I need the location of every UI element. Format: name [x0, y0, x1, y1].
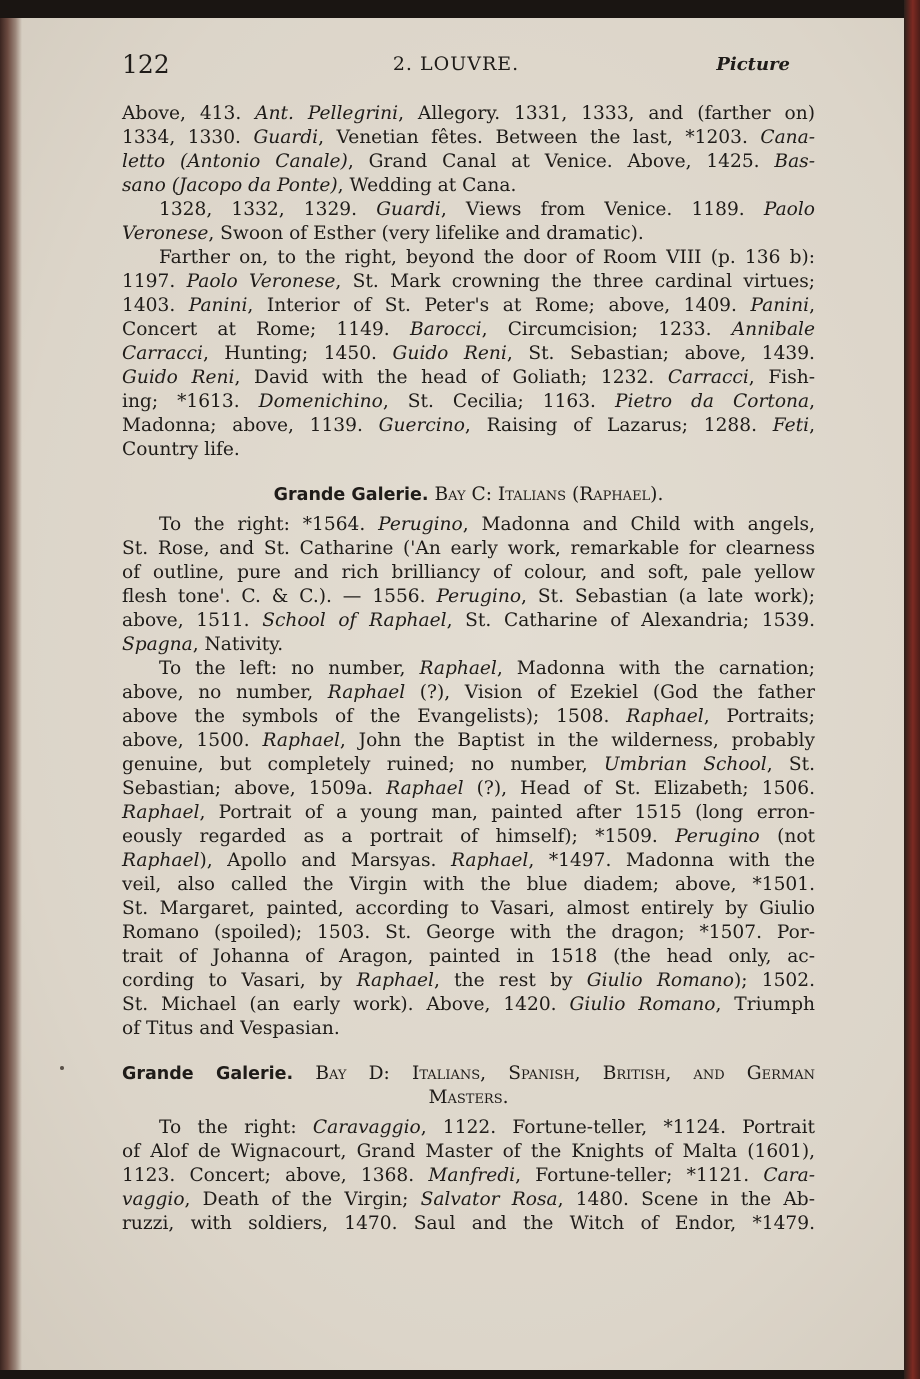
text-line: To the right: *1564. Perugino, Madonna and Child with angels, — [159, 514, 815, 535]
text-line: Sebastian; above, 1509a. Raphael (?), Head of St. Elizabeth; 1506. — [122, 778, 816, 799]
text-line: ing; *1613. Domenichino, St. Cecilia; 1163. Pietro da Cortona, — [122, 391, 815, 412]
page-binding-shadow — [0, 18, 22, 1370]
text-line: Above, 413. Ant. Pellegrini, Allegory. 1331, 1333, and (farther on) — [122, 103, 815, 124]
text-line: cording to Vasari, by Raphael, the rest by Giulio Romano); 1502. — [122, 970, 815, 991]
section-heading: Masters. — [428, 1087, 509, 1108]
text-line: sano (Jacopo da Ponte), Wedding at Cana. — [122, 175, 517, 196]
text-line: eously regarded as a portrait of himself); *1509. Perugino (not — [122, 826, 815, 847]
text-line: Country life. — [122, 439, 240, 460]
text-line: of Titus and Vespasian. — [122, 1018, 340, 1039]
section-heading — [122, 1062, 815, 1086]
text-line: flesh tone'. C. & C.). — 1556. Perugino, St. Sebastian (a late work); — [122, 586, 816, 607]
text-line: vaggio, Death of the Virgin; Salvator Rosa, 1480. Scene in the Ab- — [122, 1189, 815, 1210]
text-line: of outline, pure and rich brilliancy of colour, and soft, pale yellow — [122, 562, 815, 583]
running-title: 2. LOUVRE. — [392, 53, 520, 75]
text-line: Carracci, Hunting; 1450. Guido Reni, St. Sebastian; above, 1439. — [122, 343, 815, 364]
heading-subtitle: Bay C: Italians (Raphael). — [428, 484, 664, 505]
text-line: above, 1511. School of Raphael, St. Catharine of Alexandria; 1539. — [122, 610, 816, 631]
text-line: above the symbols of the Evangelists); 1508. Raphael, Portraits; — [122, 706, 815, 727]
text-line: of Alof de Wignacourt, Grand Master of the Knights of Malta (1601), — [122, 1141, 815, 1162]
text-line: 1123. Concert; above, 1368. Manfredi, Fortune-teller; *1121. Cara- — [122, 1165, 815, 1186]
text-line: Concert at Rome; 1149. Barocci, Circumcision; 1233. Annibale — [122, 319, 815, 340]
text-line: 1328, 1332, 1329. Guardi, Views from Venice. 1189. Paolo — [159, 199, 815, 220]
text-line: genuine, but completely ruined; no number, Umbrian School, St. — [122, 754, 815, 775]
text-line: 1197. Paolo Veronese, St. Mark crowning the three cardinal virtues; — [122, 271, 816, 292]
text-line: Spagna, Nativity. — [122, 634, 284, 655]
text-line: above, 1500. Raphael, John the Baptist in the wilderness, probably — [122, 730, 815, 751]
page-number: 122 — [122, 50, 170, 79]
section-label: Picture — [716, 54, 790, 75]
text-line: To the left: no number, Raphael, Madonna with the carnation; — [159, 658, 816, 679]
heading-subtitle: Bay D: Italians, Spanish, British, and German — [293, 1063, 815, 1084]
text-line: letto (Antonio Canale), Grand Canal at Venice. Above, 1425. Bas- — [122, 151, 815, 172]
text-line: veil, also called the Virgin with the blue diadem; above, *1501. — [122, 874, 815, 895]
paragraph-gap — [122, 462, 815, 483]
paragraph-gap — [122, 1041, 815, 1062]
text-line: St. Margaret, painted, according to Vasari, almost entirely by Giulio — [122, 898, 815, 919]
heading-title: Grande Galerie. — [122, 1064, 294, 1084]
page-body — [122, 102, 815, 1236]
text-line: St. Michael (an early work). Above, 1420. Giulio Romano, Triumph — [122, 994, 816, 1015]
page-header — [122, 50, 790, 84]
text-line: Raphael, Portrait of a young man, painted after 1515 (long erron- — [122, 802, 815, 823]
text-line: Veronese, Swoon of Esther (very lifelike and dramatic). — [122, 223, 644, 244]
text-line: trait of Johanna of Aragon, painted in 1518 (the head only, ac- — [122, 946, 815, 967]
text-line: ruzzi, with soldiers, 1470. Saul and the Witch of Endor, *1479. — [122, 1213, 815, 1234]
book-edge — [904, 0, 920, 1379]
margin-mark — [60, 1066, 64, 1070]
heading-title: Grande Galerie. — [273, 485, 429, 505]
text-line: Farther on, to the right, beyond the door of Room VIII (p. 136 b): — [159, 247, 815, 268]
text-line: Romano (spoiled); 1503. St. George with the dragon; *1507. Por- — [122, 922, 815, 943]
text-line: 1334, 1330. Guardi, Venetian fêtes. Between the last, *1203. Cana- — [122, 127, 815, 148]
text-line: above, no number, Raphael (?), Vision of Ezekiel (God the father — [122, 682, 815, 703]
text-line: To the right: Caravaggio, 1122. Fortune-teller, *1124. Portrait — [159, 1117, 815, 1138]
text-line: Raphael), Apollo and Marsyas. Raphael, *1497. Madonna with the — [122, 850, 815, 871]
section-heading — [122, 483, 815, 507]
text-line: Guido Reni, David with the head of Goliath; 1232. Carracci, Fish- — [122, 367, 816, 388]
text-line: 1403. Panini, Interior of St. Peter's at Rome; above, 1409. Panini, — [122, 295, 815, 316]
text-line: St. Rose, and St. Catharine ('An early work, remarkable for clearness — [122, 538, 815, 559]
text-line: Madonna; above, 1139. Guercino, Raising of Lazarus; 1288. Feti, — [122, 415, 815, 436]
